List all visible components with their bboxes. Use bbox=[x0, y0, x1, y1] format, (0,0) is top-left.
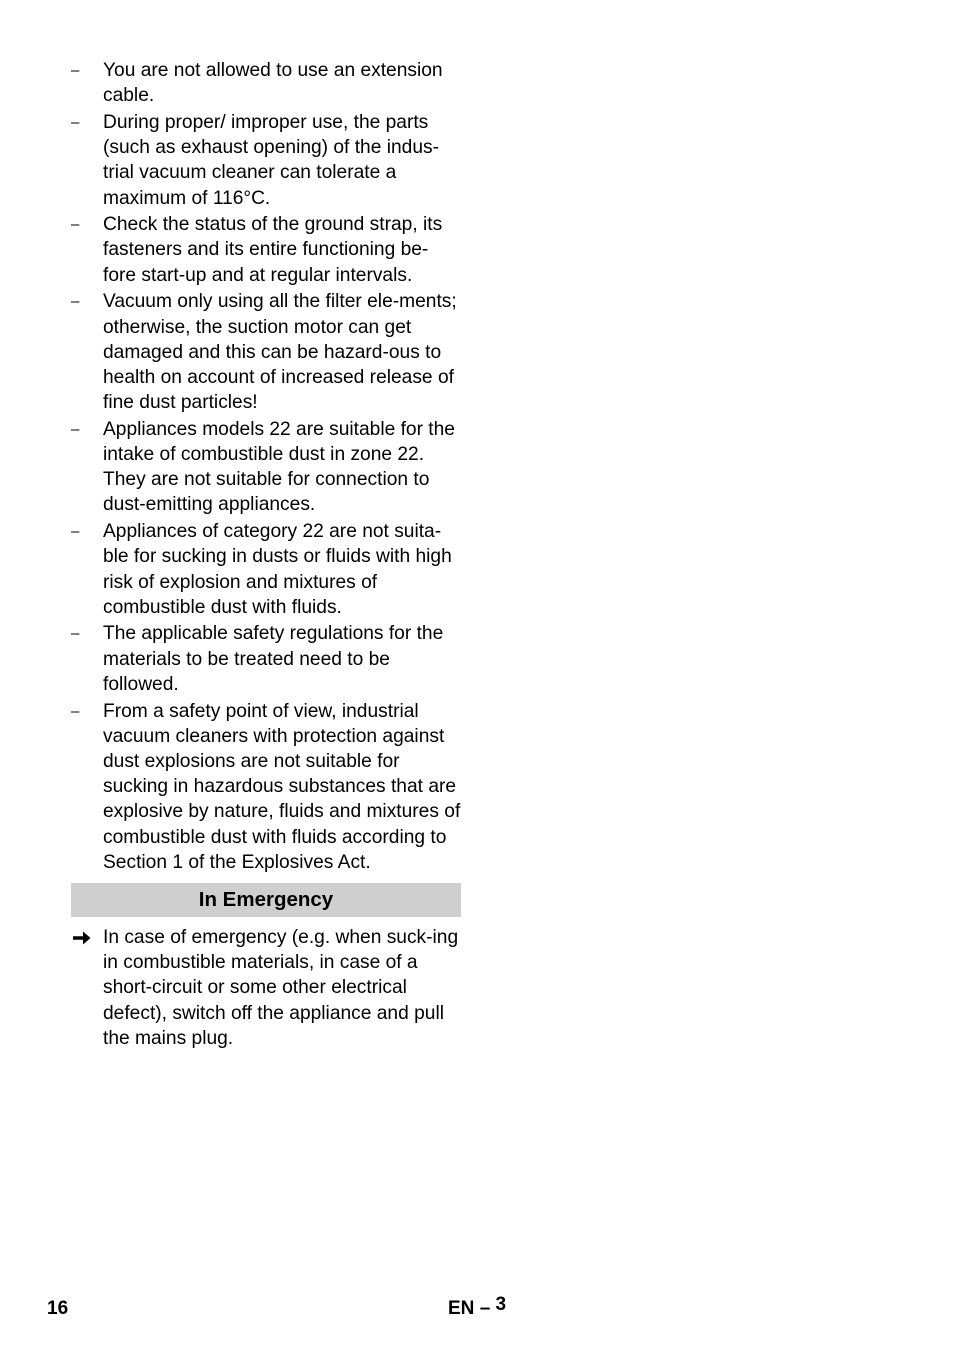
list-item bbox=[71, 110, 461, 211]
list-item bbox=[71, 621, 461, 697]
list-item-text: Appliances of category 22 are not suita-ble for sucking in dusts or fluids with high risk of explosion and mixtures of combustible dust with fluids. bbox=[103, 521, 452, 618]
emergency-instruction bbox=[71, 925, 461, 1051]
safety-list bbox=[71, 58, 461, 875]
list-item-text: Appliances models 22 are suitable for the intake of combustible dust in zone 22. They are not suitable for connection to dust-emitting appliances. bbox=[103, 418, 455, 516]
list-item bbox=[71, 212, 461, 288]
dash-bullet: – bbox=[71, 62, 80, 79]
page-number: 16 bbox=[47, 1298, 69, 1319]
list-item-text: During proper/ improper use, the parts (such as exhaust opening) of the indus-trial vacuum cleaner can tolerate a maximum of 116°C. bbox=[103, 111, 439, 209]
list-item-text: Check the status of the ground strap, its fasteners and its entire functioning be-fore start-up and at regular intervals. bbox=[103, 214, 443, 286]
list-item-text: You are not allowed to use an extension cable. bbox=[103, 60, 443, 107]
footer-separator: – bbox=[479, 1298, 491, 1319]
emergency-instruction-text: In case of emergency (e.g. when suck-ing in combustible materials, in case of a short-circuit or some other electrical defect), switch off the appliance and pull the mains plug. bbox=[103, 927, 459, 1049]
main-column bbox=[71, 58, 461, 1051]
list-item bbox=[71, 58, 461, 108]
dash-bullet: – bbox=[71, 216, 80, 234]
footer-section-page: 3 bbox=[495, 1294, 507, 1315]
list-item-text: From a safety point of view, industrial vacuum cleaners with protection against dust explosions are not suitable for sucking in hazardous substances that are explosive by nature, fluids and mixtures of combustible dust with fluids according to Section 1 of the Explosives Act. bbox=[103, 700, 461, 873]
list-item-text: The applicable safety regulations for the materials to be treated need to be followed. bbox=[103, 623, 444, 695]
dash-bullet: – bbox=[71, 702, 80, 720]
list-item bbox=[71, 699, 461, 875]
dash-bullet: – bbox=[71, 523, 80, 541]
list-item bbox=[71, 289, 461, 415]
dash-bullet: – bbox=[71, 625, 80, 643]
dash-bullet: – bbox=[71, 420, 80, 438]
list-item-text: Vacuum only using all the filter ele-ments; otherwise, the suction motor can get damaged and this can be hazard-ous to health on account of increased release of fine dust particles! bbox=[103, 291, 457, 414]
arrow-right-icon bbox=[73, 930, 91, 946]
dash-bullet: – bbox=[71, 113, 80, 131]
list-item bbox=[71, 519, 461, 620]
list-item bbox=[71, 417, 461, 518]
footer-language: EN bbox=[448, 1298, 475, 1319]
dash-bullet: – bbox=[71, 293, 80, 311]
section-heading-emergency: In Emergency bbox=[71, 883, 461, 917]
footer-section-label bbox=[448, 1294, 507, 1320]
